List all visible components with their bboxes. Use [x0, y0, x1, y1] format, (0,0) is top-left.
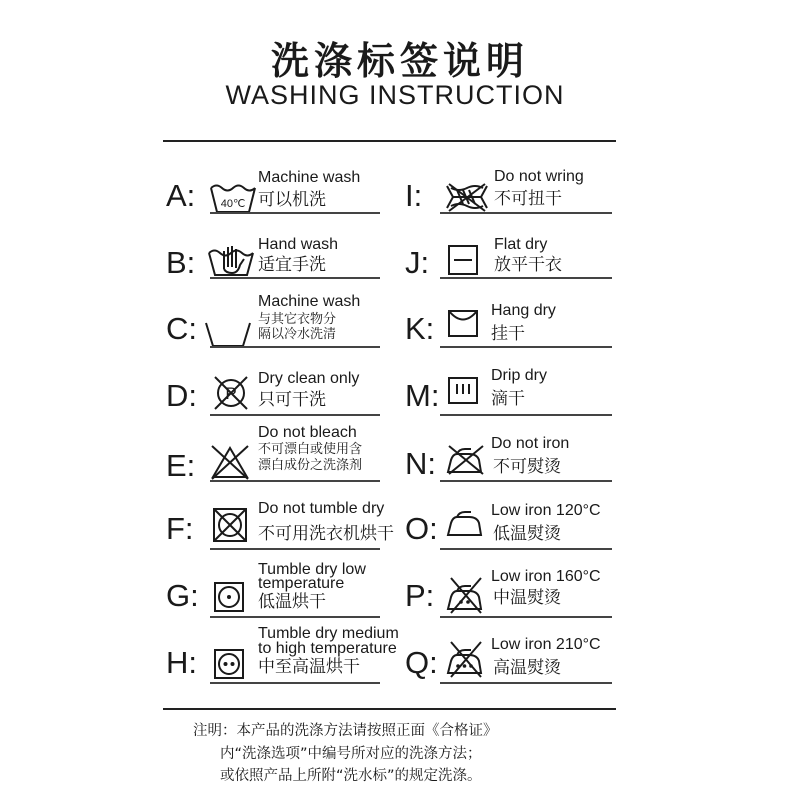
item-letter: C: — [166, 311, 197, 346]
item-label-zh: 可以机洗 — [258, 190, 326, 210]
flat-dry-icon — [447, 244, 479, 276]
item-label-zh: 挂干 — [491, 324, 525, 344]
item-underline — [210, 414, 380, 416]
item-label-en: Do not wring — [494, 168, 584, 185]
item-underline — [440, 414, 612, 416]
item-label-en: Flat dry — [494, 236, 548, 253]
do-not-iron-icon — [445, 442, 485, 476]
hand-wash-icon — [208, 243, 254, 277]
item-label-zh: 漂白成份之洗涤剂 — [258, 458, 363, 473]
footer-note-line-2: 内“洗涤选项”中编号所对应的洗涤方法； — [220, 746, 482, 762]
item-letter: Q: — [405, 645, 438, 680]
item-label-zh: 不可漂白或使用含 — [258, 442, 363, 457]
low-iron-210-icon — [445, 640, 485, 678]
item-underline — [210, 346, 380, 348]
item-underline — [440, 548, 612, 550]
item-label-en: Do not bleach — [258, 424, 357, 441]
item-label-zh: 低温熨烫 — [493, 524, 561, 544]
item-label-en: Dry clean only — [258, 370, 360, 387]
item-label-en: Tumble dry low — [258, 561, 366, 578]
item-letter: D: — [166, 378, 197, 413]
item-label-zh: 高温熨烫 — [493, 658, 561, 678]
item-letter: H: — [166, 645, 197, 680]
wash-tub-icon — [205, 320, 251, 348]
item-letter: G: — [166, 578, 199, 613]
p-label: P — [225, 384, 237, 403]
item-letter: J: — [405, 245, 430, 280]
item-underline — [210, 548, 380, 550]
item-label-en: Low iron 160°C — [491, 568, 601, 585]
item-underline — [440, 682, 612, 684]
item-letter: N: — [405, 446, 436, 481]
hang-dry-icon — [447, 308, 479, 338]
item-underline — [440, 212, 612, 214]
item-letter: A: — [166, 178, 196, 213]
item-label-zh: 滴干 — [491, 389, 525, 409]
page-subtitle: WASHING INSTRUCTION — [225, 80, 565, 110]
machine-wash-40-icon — [210, 182, 256, 216]
item-label-en: Tumble dry medium — [258, 625, 399, 642]
item-label-en: temperature — [258, 575, 345, 592]
item-label-en: Machine wash — [258, 169, 361, 186]
item-letter: O: — [405, 511, 438, 546]
item-underline — [440, 346, 612, 348]
item-label-zh: 不可用洗衣机烘干 — [258, 524, 394, 544]
page-title: 洗涤标签说明 — [270, 39, 529, 83]
item-label-en: Hand wash — [258, 236, 339, 253]
item-label-zh: 低温烘干 — [258, 592, 326, 612]
item-underline — [210, 277, 380, 279]
bottom-divider — [163, 708, 616, 710]
tumble-dry-low-icon — [213, 581, 245, 613]
do-not-wring-icon — [445, 182, 489, 212]
item-label-en: Do not tumble dry — [258, 500, 385, 517]
item-label-zh: 隔以冷水洗清 — [258, 327, 337, 342]
do-not-tumble-dry-icon — [212, 507, 248, 543]
item-label-en: Drip dry — [491, 367, 548, 384]
item-letter: F: — [166, 511, 194, 546]
temp-label: 40℃ — [220, 198, 246, 210]
item-label-en: Low iron 120°C — [491, 502, 601, 519]
do-not-bleach-icon — [210, 444, 250, 480]
low-iron-120-icon — [445, 508, 485, 538]
item-letter: E: — [166, 448, 196, 483]
item-underline — [440, 277, 612, 279]
item-letter: M: — [405, 378, 440, 413]
footer-note-line-1: 注明：本产品的洗涤方法请按照正面《合格证》 — [193, 723, 498, 739]
item-letter: P: — [405, 578, 435, 613]
item-label-zh: 中至高温烘干 — [258, 657, 360, 677]
low-iron-160-icon — [445, 576, 485, 614]
item-underline — [210, 616, 380, 618]
item-label-zh: 只可干洗 — [258, 390, 326, 410]
item-underline — [440, 480, 612, 482]
item-label-zh: 中温熨烫 — [493, 588, 561, 608]
item-label-zh: 不可熨烫 — [493, 457, 561, 477]
item-label-zh: 适宜手洗 — [258, 255, 326, 275]
footer-note-line-3: 或依照产品上所附“洗水标”的规定洗涤。 — [220, 768, 482, 784]
item-letter: K: — [405, 311, 435, 346]
item-label-en: Hang dry — [491, 302, 556, 319]
do-not-dry-clean-p-icon — [212, 374, 250, 412]
item-label-zh: 放平干衣 — [494, 255, 562, 275]
item-label-en: Machine wash — [258, 293, 361, 310]
item-letter: B: — [166, 245, 196, 280]
item-label-zh: 与其它衣物分 — [258, 312, 337, 327]
tumble-dry-medium-high-icon — [213, 648, 245, 680]
item-letter: I: — [405, 178, 423, 213]
item-underline — [210, 480, 380, 482]
top-divider — [163, 140, 616, 142]
item-underline — [440, 616, 612, 618]
item-label-zh: 不可扭干 — [494, 189, 562, 209]
item-label-en: to high temperature — [258, 640, 397, 657]
item-underline — [210, 682, 380, 684]
item-label-en: Do not iron — [491, 435, 570, 452]
item-underline — [210, 212, 380, 214]
item-label-en: Low iron 210°C — [491, 636, 601, 653]
drip-dry-icon — [447, 375, 479, 405]
